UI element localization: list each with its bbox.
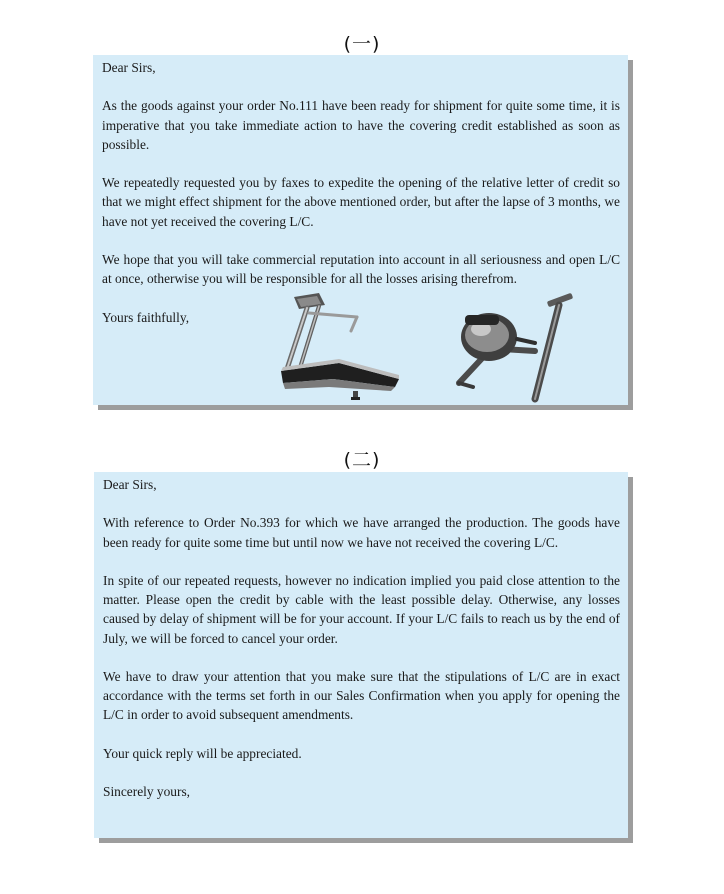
letter-1-closing: Yours faithfully,: [102, 309, 190, 325]
letter-1-heading: (一): [343, 33, 381, 55]
letter-1-body: [102, 58, 620, 327]
letter-2-salutation: Dear Sirs,: [103, 477, 157, 492]
letter-1-paragraph: We hope that you will take commercial reputation into account in all seriousness and open L/C at once, otherwise you will be responsible for all the losses arising therefrom.: [102, 251, 620, 287]
letter-2-heading: (二): [343, 449, 381, 471]
treadmill-illustration: [279, 291, 409, 403]
letter-2-paragraph: We have to draw your attention that you make sure that the stipulations of L/C are in exact accordance with the terms set forth in our Sales Confirmation when you apply for opening the L/C in order to avoid subsequent amendments.: [103, 668, 620, 723]
letter-1-paragraph: We repeatedly requested you by faxes to expedite the opening of the relative letter of credit so that we might effect shipment for the above mentioned order, but after the lapse of 3 months, we have not yet received the covering L/C.: [102, 175, 620, 229]
letter-2-body: [103, 475, 620, 801]
letter-2-paragraph: With reference to Order No.393 for which we have arranged the production. The goods have been ready for quite some time but until now we have not received the covering L/C.: [103, 515, 620, 550]
exercise-bike-illustration: [451, 291, 581, 403]
letter-2-paragraph: In spite of our repeated requests, however no indication implied you paid close attention to the matter. Please open the credit by cable with the least possible delay. Otherwise, any losses caused by delay of shipment will be for your account. If your L/C fails to reach us by the end of July, we will be forced to cancel your order.: [103, 572, 620, 646]
letter-1-paragraph: As the goods against your order No.111 have been ready for shipment for quite some time, it is imperative that you take immediate action to have the covering credit established as soon as possible.: [102, 98, 620, 152]
letter-2: [94, 472, 628, 838]
letter-1-salutation: Dear Sirs,: [102, 60, 156, 75]
letter-2-closing: Sincerely yours,: [103, 784, 191, 800]
letter-1: [93, 55, 628, 405]
letter-2-paragraph: Your quick reply will be appreciated.: [103, 745, 302, 761]
